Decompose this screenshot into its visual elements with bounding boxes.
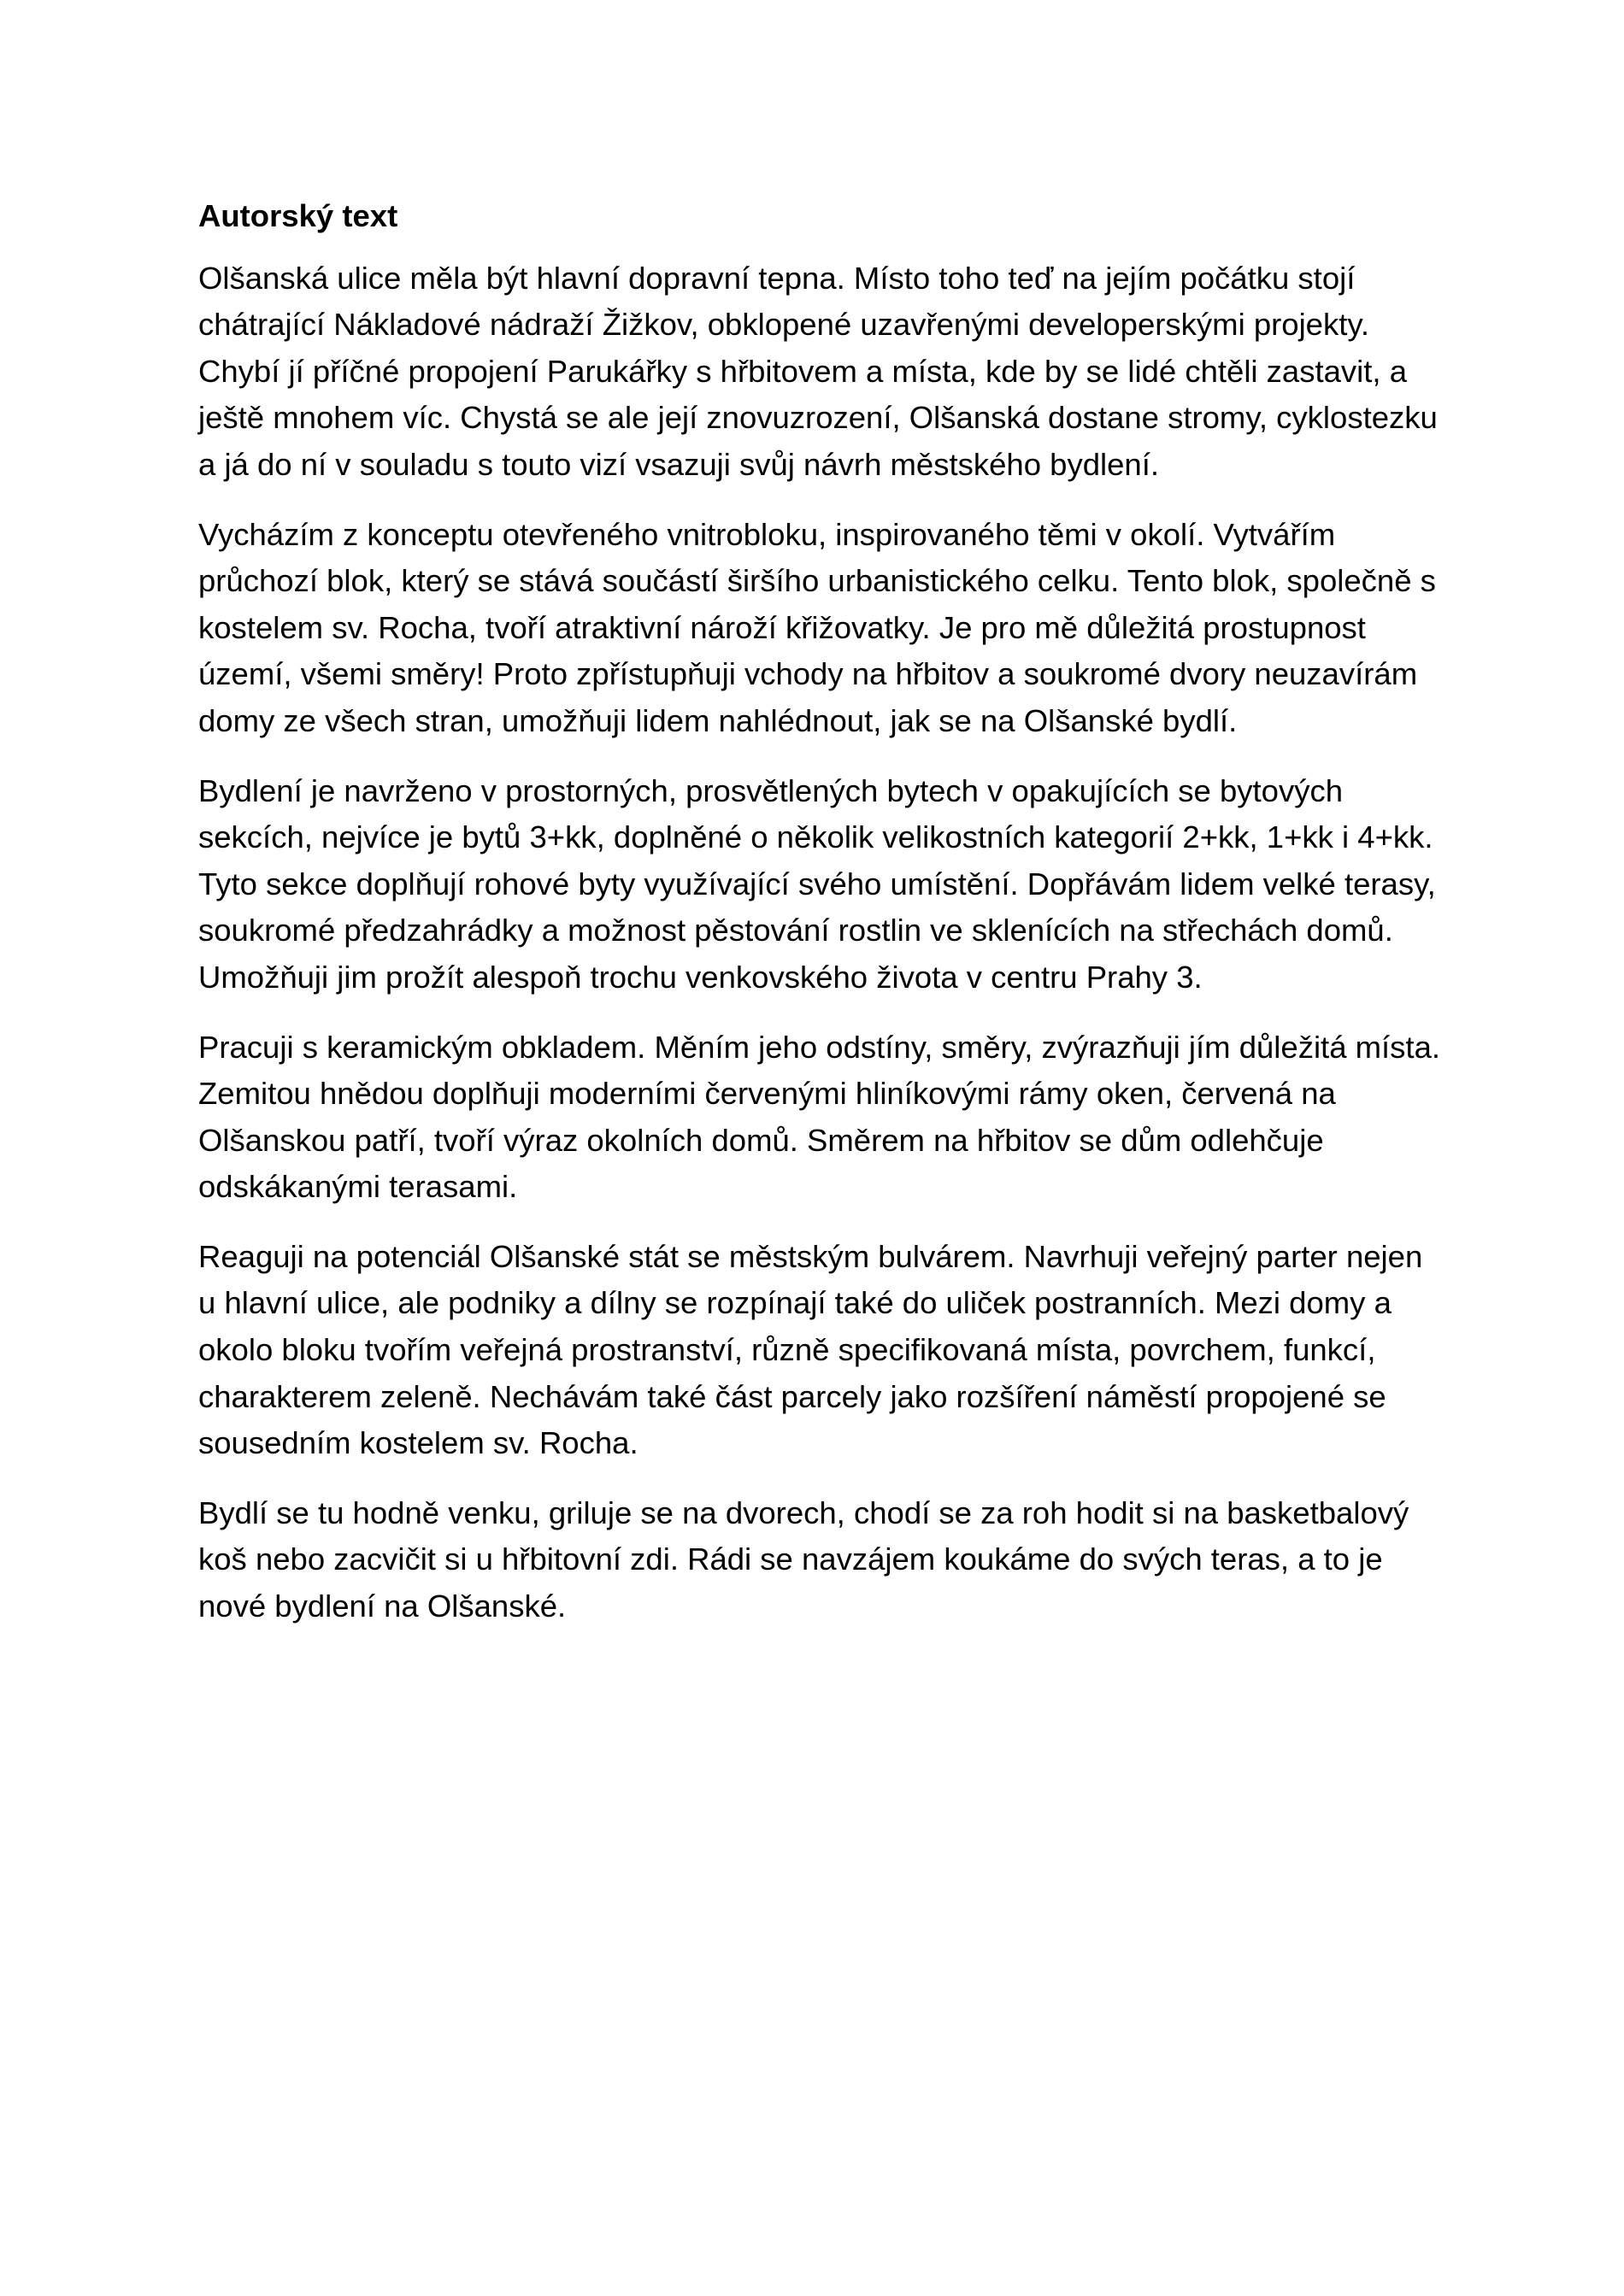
paragraph-1: Olšanská ulice měla být hlavní dopravní tepna. Místo toho teď na jejím počátku stojí chátrající Nákladové nádraží Žižkov, obklopené uzavřenými developerskými projekty. Chybí jí příčné propojení Parukářky s hřbitovem a místa, kde by se lidé chtěli zastavit, a ještě mnohem víc. Chystá se ale její znovuzrození, Olšanská dostane stromy, cyklostezku a já do ní v souladu s touto vizí vsazuji svůj návrh městského bydlení. bbox=[198, 260, 1438, 482]
paragraph-6: Bydlí se tu hodně venku, griluje se na dvorech, chodí se za roh hodit si na basketbalový koš nebo zacvičit si u hřbitovní zdi. Rádi se navzájem koukáme do svých teras, a to je nové bydlení na Olšanské. bbox=[198, 1494, 1409, 1624]
paragraph-2: Vycházím z konceptu otevřeného vnitrobloku, inspirovaného těmi v okolí. Vytvářím průchozí blok, který se stává součástí širšího urbanistického celku. Tento blok, společně s kostelem sv. Rocha, tvoří atraktivní nároží křižovatky. Je pro mě důležitá prostupnost území, všemi směry! Proto zpřístupňuji vchody na hřbitov a soukromé dvory neuzavírám domy ze všech stran, umožňuji lidem nahlédnout, jak se na Olšanské bydlí. bbox=[198, 516, 1436, 738]
paragraph-3: Bydlení je navrženo v prostorných, prosvětlených bytech v opakujících se bytových sekcích, nejvíce je bytů 3+kk, doplněné o několik velikostních kategorií 2+kk, 1+kk i 4+kk. Tyto sekce doplňují rohové byty využívající svého umístění. Dopřávám lidem velké terasy, soukromé předzahrádky a možnost pěstování rostlin ve sklenících na střechách domů. Umožňuji jim prožít alespoň trochu venkovského života v centru Prahy 3. bbox=[198, 772, 1436, 995]
paragraph-4: Pracuji s keramickým obkladem. Měním jeho odstíny, směry, zvýrazňuji jím důležitá místa. Zemitou hnědou doplňuji moderními červenými hliníkovými rámy oken, červená na Olšanskou patří, tvoří výraz okolních domů. Směrem na hřbitov se dům odlehčuje odskákanými terasami. bbox=[198, 1029, 1441, 1205]
document-title: Autorský text bbox=[198, 198, 398, 233]
paragraph-5: Reaguji na potenciál Olšanské stát se městským bulvárem. Navrhuji veřejný parter nejen u hlavní ulice, ale podniky a dílny se rozpínají také do uliček postranních. Mezi domy a okolo bloku tvořím veřejná prostranství, různě specifikovaná místa, povrchem, funkcí, charakterem zeleně. Nechávám také část parcely jako rozšíření náměstí propojené se sousedním kostelem sv. Rocha. bbox=[198, 1238, 1423, 1461]
document-body bbox=[198, 193, 1442, 1653]
